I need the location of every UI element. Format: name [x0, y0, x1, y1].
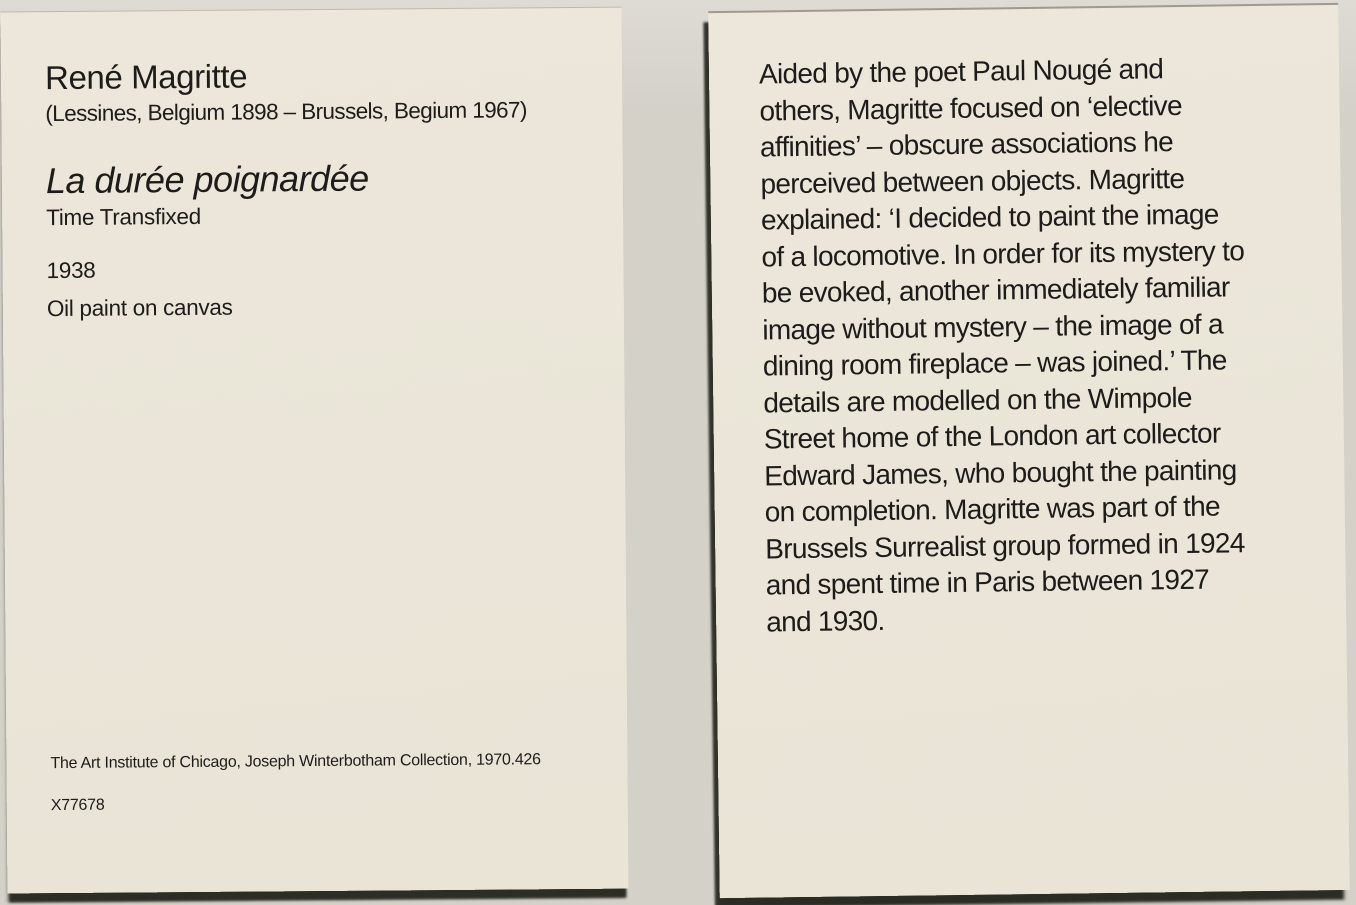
credit-block	[50, 727, 598, 837]
artist-name: René Magritte	[44, 57, 248, 97]
tombstone-label-content	[1, 8, 624, 324]
artwork-title-original: La durée poignardée	[45, 157, 369, 201]
artwork-year: 1938	[46, 258, 96, 284]
inventory-number: X77678	[50, 796, 105, 814]
artwork-description-text: Aided by the poet Paul Nougé and others, Magritte focused on ‘elective affinities’ – obscure associations he perceived between objects. Magritte explained: ‘I decided to paint the image of a locomotive. In order for its mystery to be evoked, another immediately familiar image without mystery – the image of a dining room fireplace – was joined.’ The details are modelled on the Wimpole Street home of the London art collector Edward James, who bought the painting on completion. Magritte was part of the Brussels Surrealist group formed in 1924 and spent time in Paris between 1927 and 1930.	[758, 53, 1245, 637]
tombstone-label-card	[1, 7, 629, 894]
artwork-medium: Oil paint on canvas	[46, 294, 233, 321]
artist-life-dates: (Lessines, Belgium 1898 – Brussels, Begium 1967)	[45, 96, 527, 126]
credit-line: The Art Institute of Chicago, Joseph Winterbotham Collection, 1970.426	[50, 750, 541, 772]
artwork-title-translated: Time Transfixed	[46, 204, 201, 231]
interpretive-label-card	[708, 3, 1350, 898]
